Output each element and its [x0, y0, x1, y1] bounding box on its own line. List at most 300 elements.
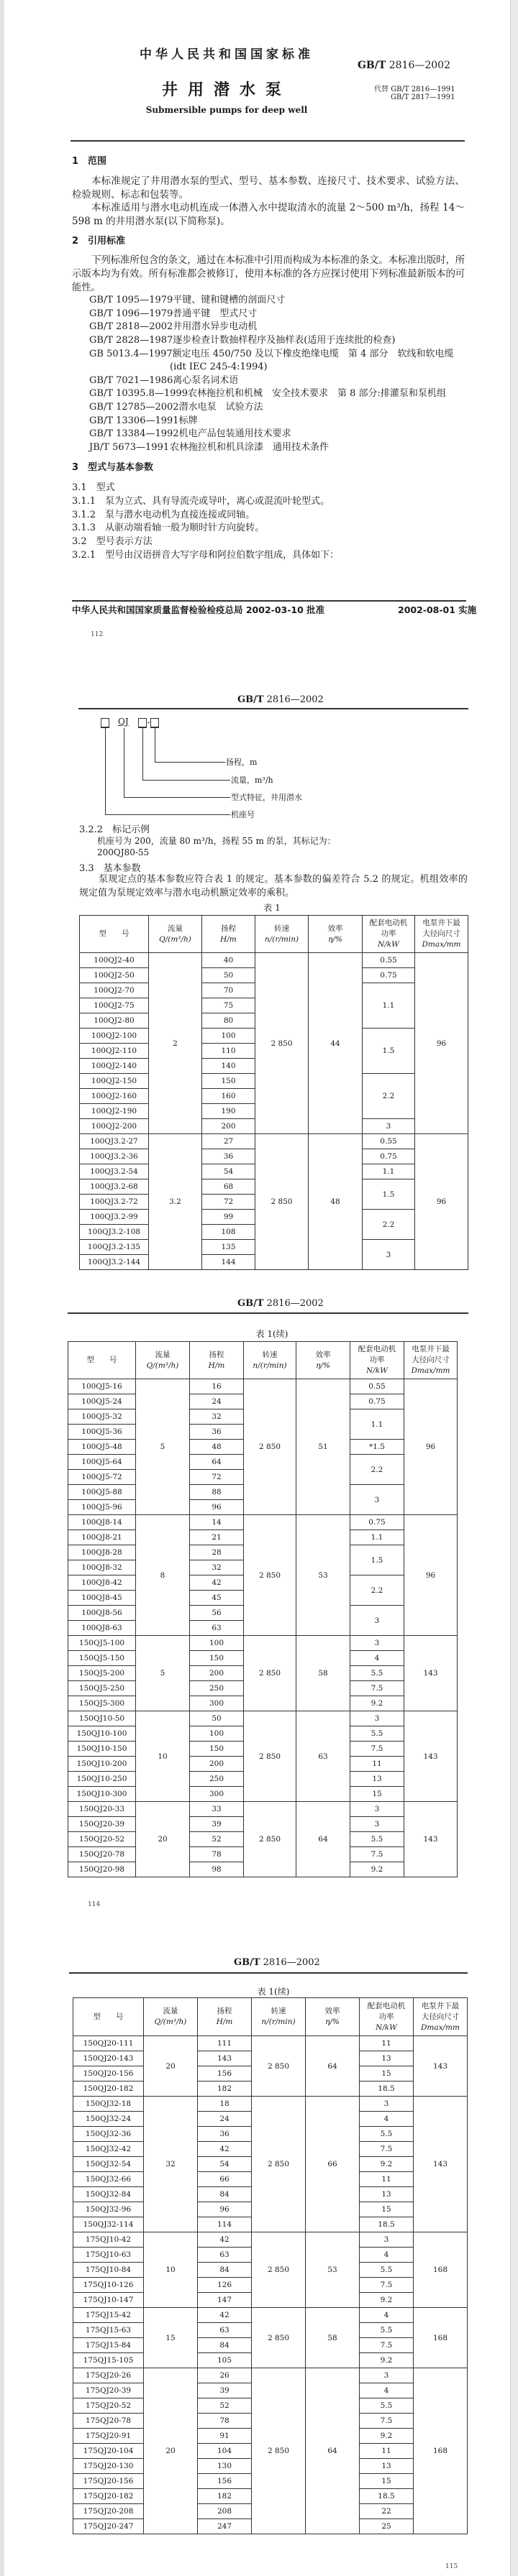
- replaces-label: 代替: [374, 86, 388, 93]
- running-header: [234, 1957, 320, 1968]
- model-cell: 150QJ20-143: [73, 2051, 144, 2066]
- model-cell: 150QJ20-111: [73, 2036, 144, 2051]
- motor-power-cell: 0.55: [350, 1379, 404, 1394]
- head-cell: 100: [190, 1636, 244, 1651]
- head-cell: 72: [202, 1195, 255, 1210]
- motor-power-cell: 13: [360, 2051, 414, 2066]
- speed-cell: 2 850: [244, 1711, 296, 1802]
- efficiency-cell: 58: [306, 2308, 360, 2368]
- head-cell: 39: [190, 1817, 244, 1832]
- motor-power-cell: 4: [350, 1651, 404, 1666]
- clause-3-3-body: [79, 873, 468, 900]
- reference-item: [89, 415, 465, 428]
- model-cell: 100QJ2-200: [80, 1119, 149, 1134]
- running-header: [237, 1298, 324, 1309]
- head-cell: 21: [190, 1530, 244, 1545]
- col-header-max-diameter: 电泵井下最 大径向尺寸 Dmax/mm: [404, 1342, 458, 1379]
- paragraph: 泵规定点的基本参数应符合表 1 的规定。基本参数的偏差符合 5.2 的规定。机组效率的规定值为泵规定效率与潜水电动机额定效率的乘积。: [79, 874, 468, 898]
- model-cell: 150QJ32-96: [73, 2202, 144, 2217]
- model-cell: 100QJ3.2-68: [80, 1179, 149, 1195]
- speed-cell: 2 850: [255, 1134, 309, 1270]
- model-cell: 175QJ20-208: [73, 2504, 144, 2519]
- head-cell: 33: [190, 1802, 244, 1817]
- motor-power-cell: 9.2: [350, 1862, 404, 1877]
- viewer-margin-left: [0, 0, 4, 2576]
- ref-code: GB/T 10395.8—1999: [89, 388, 188, 400]
- model-cell: 150QJ32-36: [73, 2127, 144, 2142]
- head-cell: 50: [190, 1711, 244, 1726]
- head-cell: 247: [198, 2519, 252, 2534]
- head-cell: 300: [190, 1696, 244, 1711]
- head-cell: 36: [190, 1425, 244, 1440]
- motor-power-cell: 9.2: [360, 2353, 414, 2368]
- reference-item: [89, 294, 465, 308]
- model-cell: 100QJ2-75: [80, 998, 149, 1013]
- col-header-head: 扬程 H/m: [198, 1998, 252, 2036]
- model-cell: 100QJ2-100: [80, 1029, 149, 1044]
- max-diameter-cell: 143: [414, 2097, 468, 2232]
- motor-power-cell: 18.5: [360, 2489, 414, 2504]
- max-diameter-cell: 143: [404, 1711, 458, 1802]
- clause-line: 3.2.1 型号由汉语拼音大写字母和阿拉伯数字组成，具体如下：: [72, 549, 340, 561]
- head-cell: 40: [202, 953, 255, 968]
- model-cell: 150QJ20-182: [73, 2082, 144, 2097]
- header-number: 2816—2002: [266, 1298, 324, 1309]
- efficiency-cell: 64: [296, 1802, 350, 1877]
- document-title-cn: 井用潜水泵: [161, 81, 291, 99]
- table-caption: 表 1: [263, 903, 281, 913]
- head-cell: 42: [190, 1576, 244, 1591]
- ref-title: 机电产品包装通用技术要求: [178, 428, 291, 440]
- flow-cell: 20: [144, 2368, 198, 2534]
- speed-cell: 2 850: [252, 2232, 306, 2308]
- model-cell: 175QJ10-126: [73, 2278, 144, 2293]
- motor-power-cell: 3: [360, 2097, 414, 2112]
- motor-power-cell: 9.2: [360, 2429, 414, 2444]
- efficiency-cell: 51: [296, 1379, 350, 1515]
- ref-code: GB/T 2828—1987: [89, 334, 173, 346]
- reference-item: [89, 428, 465, 441]
- max-diameter-cell: 96: [404, 1515, 458, 1636]
- motor-power-cell: 5.5: [360, 2127, 414, 2142]
- model-cell: 175QJ15-42: [73, 2308, 144, 2323]
- hyphen: [147, 722, 150, 723]
- clause-line: 3.1.2 泵与潜水电动机为直接连接或同轴。: [72, 509, 255, 520]
- header-prefix: GB/T: [237, 1298, 264, 1309]
- motor-power-cell: 13: [360, 2459, 414, 2474]
- model-cell: 175QJ20-91: [73, 2429, 144, 2444]
- col-header-model: 型 号: [80, 916, 149, 953]
- motor-power-cell: 2.2: [363, 1210, 415, 1240]
- model-cell: 150QJ10-300: [68, 1787, 136, 1802]
- model-cell: 100QJ8-14: [68, 1515, 136, 1530]
- head-cell: 48: [190, 1440, 244, 1455]
- head-box: [150, 718, 159, 728]
- motor-power-cell: 18.5: [360, 2082, 414, 2097]
- head-cell: 208: [198, 2504, 252, 2519]
- model-cell: 100QJ8-42: [68, 1576, 136, 1591]
- motor-power-cell: 4: [360, 2308, 414, 2323]
- motor-power-cell: 1.1: [363, 983, 415, 1029]
- model-cell: 100QJ5-72: [68, 1470, 136, 1485]
- table-caption: 表 1(续): [257, 1987, 290, 1997]
- table-row: [73, 2097, 468, 2112]
- head-cell: 156: [198, 2066, 252, 2082]
- speed-cell: 2 850: [252, 2308, 306, 2368]
- motor-power-cell: 4: [360, 2112, 414, 2127]
- model-cell: 175QJ20-156: [73, 2474, 144, 2489]
- motor-power-cell: 13: [350, 1772, 404, 1787]
- head-cell: 150: [190, 1742, 244, 1757]
- model-cell: 150QJ20-39: [68, 1817, 136, 1832]
- model-cell: 100QJ5-96: [68, 1500, 136, 1515]
- head-cell: 84: [198, 2187, 252, 2202]
- header-prefix: GB/T: [234, 1957, 260, 1968]
- motor-power-cell: 9.2: [360, 2293, 414, 2308]
- table-row: [80, 953, 468, 968]
- model-cell: 100QJ2-140: [80, 1059, 149, 1074]
- ref-code: GB/T 13306—1991: [89, 415, 179, 426]
- header-rule: [68, 1312, 468, 1314]
- head-cell: 156: [198, 2474, 252, 2489]
- section-2-body: [72, 254, 465, 294]
- table-row: [68, 1379, 458, 1394]
- parameter-table-continued: [68, 1341, 458, 1877]
- head-cell: 104: [198, 2444, 252, 2459]
- col-header-flow: 流量 Q/(m³/h): [149, 916, 202, 953]
- model-cell: 175QJ10-63: [73, 2248, 144, 2263]
- motor-power-cell: 0.75: [363, 1149, 415, 1164]
- max-diameter-cell: 143: [404, 1802, 458, 1877]
- model-cell: 150QJ20-156: [73, 2066, 144, 2082]
- head-cell: 42: [198, 2232, 252, 2248]
- section-2-heading: 2 引用标准: [72, 236, 126, 247]
- model-cell: 100QJ8-32: [68, 1560, 136, 1576]
- model-cell: 100QJ3.2-108: [80, 1225, 149, 1240]
- head-cell: 126: [198, 2278, 252, 2293]
- col-header-efficiency: 效率 η/%: [306, 1998, 360, 2036]
- model-cell: 100QJ2-40: [80, 953, 149, 968]
- efficiency-cell: 58: [296, 1636, 350, 1711]
- motor-power-cell: 7.5: [360, 2142, 414, 2157]
- model-cell: 175QJ20-26: [73, 2368, 144, 2383]
- motor-power-cell: 3: [350, 1802, 404, 1817]
- col-header-head: 扬程 H/m: [202, 916, 255, 953]
- motor-power-cell: 3: [350, 1817, 404, 1832]
- model-cell: 175QJ15-105: [73, 2353, 144, 2368]
- model-cell: 100QJ3.2-99: [80, 1210, 149, 1225]
- max-diameter-cell: 168: [414, 2368, 468, 2534]
- col-header-motor-power: 配套电动机 功率 N/kW: [350, 1342, 404, 1379]
- model-cell: 175QJ15-63: [73, 2323, 144, 2338]
- flow-cell: 10: [144, 2232, 198, 2308]
- connector-line: [142, 728, 143, 780]
- running-header: [237, 694, 324, 705]
- parameter-table: [79, 915, 468, 1270]
- model-cell: 100QJ3.2-135: [80, 1240, 149, 1255]
- header-number: 2816—2002: [266, 694, 324, 705]
- motor-power-cell: 7.5: [350, 1847, 404, 1862]
- motor-power-cell: 11: [360, 2036, 414, 2051]
- model-cell: 150QJ32-54: [73, 2157, 144, 2172]
- head-cell: 200: [202, 1119, 255, 1134]
- motor-power-cell: 0.55: [363, 1134, 415, 1149]
- efficiency-cell: 64: [306, 2368, 360, 2534]
- approval-line: 中华人民共和国国家质量监督检验检疫总局 2002-03-10 批准: [72, 604, 325, 615]
- flow-cell: 20: [136, 1802, 190, 1877]
- motor-power-cell: 1.5: [363, 1179, 415, 1210]
- motor-power-cell: 3: [350, 1485, 404, 1515]
- table-header-row: [68, 1342, 458, 1379]
- motor-power-cell: 9.2: [350, 1696, 404, 1711]
- table-caption: 表 1(续): [255, 1329, 288, 1339]
- col-header-flow: 流量 Q/(m³/h): [136, 1342, 190, 1379]
- efficiency-cell: 64: [306, 2036, 360, 2097]
- motor-power-cell: 5.5: [360, 2263, 414, 2278]
- head-cell: 96: [190, 1500, 244, 1515]
- replaced-standard: GB/T 2817—1991: [391, 93, 455, 101]
- model-cell: 100QJ2-160: [80, 1089, 149, 1104]
- model-cell: 150QJ10-100: [68, 1726, 136, 1742]
- model-cell: 100QJ2-70: [80, 983, 149, 998]
- head-cell: 66: [198, 2172, 252, 2187]
- motor-power-cell: 0.55: [363, 953, 415, 968]
- model-cell: 150QJ5-200: [68, 1666, 136, 1681]
- max-diameter-cell: 96: [404, 1379, 458, 1515]
- model-cell: 150QJ5-250: [68, 1681, 136, 1696]
- col-header-motor-power: 配套电动机 功率 N/kW: [363, 916, 415, 953]
- replaces-block: [374, 86, 455, 101]
- model-cell: 150QJ10-250: [68, 1772, 136, 1787]
- col-header-motor-power: 配套电动机 功率 N/kW: [360, 1998, 414, 2036]
- motor-power-cell: 7.5: [350, 1742, 404, 1757]
- motor-power-cell: 15: [360, 2474, 414, 2489]
- motor-power-cell: 1.5: [350, 1545, 404, 1576]
- flow-cell: 20: [144, 2036, 198, 2097]
- motor-power-cell: 11: [350, 1757, 404, 1772]
- table-row: [73, 2036, 468, 2051]
- table-header-row: [73, 1998, 468, 2036]
- motor-power-cell: *1.5: [350, 1440, 404, 1455]
- connector-line: [105, 814, 230, 815]
- section-3-heading: 3 型式与基本参数: [72, 462, 154, 474]
- head-cell: 36: [198, 2127, 252, 2142]
- head-cell: 14: [190, 1515, 244, 1530]
- col-header-speed: 转速 n/(r/min): [244, 1342, 296, 1379]
- motor-power-cell: 5.5: [350, 1832, 404, 1847]
- flow-cell: 32: [144, 2097, 198, 2232]
- model-cell: 100QJ3.2-72: [80, 1195, 149, 1210]
- model-cell: 175QJ10-147: [73, 2293, 144, 2308]
- speed-cell: 2 850: [252, 2368, 306, 2534]
- head-cell: 200: [190, 1757, 244, 1772]
- speed-cell: 2 850: [244, 1636, 296, 1711]
- issuing-org-title: 中华人民共和国国家标准: [140, 47, 314, 62]
- motor-power-cell: 9.2: [360, 2157, 414, 2172]
- head-cell: 96: [198, 2202, 252, 2217]
- col-header-speed: 转速 n/(r/min): [252, 1998, 306, 2036]
- ref-title: 额定电压 450/750 及以下橡皮绝缘电缆 第 4 部分 软线和软电缆: [172, 348, 454, 359]
- model-cell: 100QJ3.2-54: [80, 1164, 149, 1179]
- motor-power-cell: 4: [360, 2383, 414, 2398]
- page-number: 114: [88, 1901, 101, 1908]
- ref-code: GB 5013.4—1997: [89, 348, 173, 359]
- model-cell: 100QJ2-110: [80, 1044, 149, 1059]
- page-number: 112: [91, 631, 104, 638]
- connector-line: [155, 762, 225, 763]
- clause-3-2-2-heading: 3.2.2 标记示例: [79, 824, 150, 835]
- model-cell: 100QJ8-21: [68, 1530, 136, 1545]
- ref-title: 标牌: [178, 415, 198, 426]
- head-cell: 42: [198, 2308, 252, 2323]
- table-row: [68, 1802, 458, 1817]
- speed-cell: 2 850: [252, 2097, 306, 2232]
- speed-cell: 2 850: [244, 1515, 296, 1636]
- ref-code: JB/T 5673—1991: [89, 441, 170, 453]
- head-cell: 24: [198, 2112, 252, 2127]
- reference-list: [89, 294, 465, 454]
- clause-3-3-heading: 3.3 基本参数: [79, 863, 141, 874]
- motor-power-cell: 5.5: [360, 2323, 414, 2338]
- model-cell: 150QJ10-150: [68, 1742, 136, 1757]
- motor-power-cell: 0.75: [363, 968, 415, 983]
- model-cell: 150QJ5-150: [68, 1651, 136, 1666]
- model-cell: 150QJ20-98: [68, 1862, 136, 1877]
- ref-title: 井用潜水异步电动机: [173, 321, 258, 333]
- head-cell: 150: [202, 1074, 255, 1089]
- model-cell: 100QJ8-45: [68, 1591, 136, 1606]
- ref-title: 潜水电泵 试验方法: [178, 401, 263, 413]
- model-cell: 150QJ32-24: [73, 2112, 144, 2127]
- table-row: [68, 1636, 458, 1651]
- motor-power-cell: 3: [350, 1606, 404, 1636]
- head-cell: 250: [190, 1681, 244, 1696]
- ref-code: GB/T 1096—1979: [89, 308, 173, 319]
- type-code: QJ: [118, 717, 129, 727]
- model-cell: 175QJ15-84: [73, 2338, 144, 2353]
- standard-number: [338, 60, 450, 71]
- model-cell: 100QJ2-80: [80, 1013, 149, 1029]
- section-1-heading: 1 范围: [72, 156, 107, 167]
- paragraph: 下列标准所包含的条文，通过在本标准中引用而构成为本标准的条文。本标准出版时，所示版本均为有效。所有标准都会被修订，使用本标准的各方应探讨使用下列标准最新版本的可能性。: [72, 254, 465, 293]
- head-cell: 52: [190, 1832, 244, 1847]
- connector-line: [124, 797, 230, 798]
- motor-power-cell: 7.5: [360, 2338, 414, 2353]
- head-cell: 50: [202, 968, 255, 983]
- flow-cell: 2: [149, 953, 202, 1134]
- model-cell: 175QJ20-52: [73, 2398, 144, 2414]
- head-cell: 27: [202, 1134, 255, 1149]
- motor-power-cell: 7.5: [350, 1681, 404, 1696]
- efficiency-cell: 44: [309, 953, 363, 1134]
- title-rule: [71, 140, 465, 142]
- table-row: [73, 2368, 468, 2383]
- reference-item: [89, 308, 465, 321]
- head-cell: 78: [198, 2414, 252, 2429]
- paragraph: 本标准适用与潜水电动机连成一体潜入水中提取清水的流量 2～500 m³/h，扬程 14～598 m 的井用潜水泵(以下简称泵)。: [72, 202, 465, 227]
- head-cell: 56: [190, 1606, 244, 1621]
- max-diameter-cell: 143: [414, 2036, 468, 2097]
- motor-power-cell: 5.5: [350, 1726, 404, 1742]
- efficiency-cell: 53: [306, 2232, 360, 2308]
- head-cell: 200: [190, 1666, 244, 1681]
- motor-power-cell: 22: [360, 2504, 414, 2519]
- base-number-box: [101, 718, 109, 728]
- max-diameter-cell: 168: [414, 2232, 468, 2308]
- model-cell: 100QJ2-150: [80, 1074, 149, 1089]
- head-cell: 130: [198, 2459, 252, 2474]
- head-cell: 143: [198, 2051, 252, 2066]
- model-cell: 100QJ5-36: [68, 1425, 136, 1440]
- connector-line: [142, 780, 230, 781]
- motor-power-cell: 0.75: [350, 1515, 404, 1530]
- reference-item: [89, 361, 465, 374]
- model-cell: 100QJ3.2-36: [80, 1149, 149, 1164]
- head-cell: 72: [190, 1470, 244, 1485]
- head-cell: 144: [202, 1255, 255, 1270]
- motor-power-cell: 3: [360, 2232, 414, 2248]
- head-cell: 135: [202, 1240, 255, 1255]
- head-cell: 18: [198, 2097, 252, 2112]
- ref-code: GB/T 7021—1986: [89, 374, 173, 386]
- head-cell: 111: [198, 2036, 252, 2051]
- head-cell: 91: [198, 2429, 252, 2444]
- head-cell: 39: [198, 2383, 252, 2398]
- table-row: [73, 2308, 468, 2323]
- col-header-max-diameter: 电泵井下最 大径向尺寸 Dmax/mm: [415, 916, 468, 953]
- header-rule: [78, 708, 468, 709]
- head-cell: 150: [190, 1651, 244, 1666]
- model-cell: 175QJ20-78: [73, 2414, 144, 2429]
- motor-power-cell: 18.5: [360, 2217, 414, 2232]
- motor-power-cell: 1.1: [363, 1164, 415, 1179]
- head-cell: 80: [202, 1013, 255, 1029]
- motor-power-cell: 15: [360, 2202, 414, 2217]
- motor-power-cell: 7.5: [360, 2414, 414, 2429]
- col-header-flow: 流量 Q/(m³/h): [144, 1998, 198, 2036]
- ref-code: GB/T 2818—2002: [89, 321, 173, 333]
- reference-item: [89, 348, 465, 362]
- model-cell: 175QJ20-104: [73, 2444, 144, 2459]
- head-cell: 84: [198, 2263, 252, 2278]
- model-cell: 150QJ32-84: [73, 2187, 144, 2202]
- max-diameter-cell: 168: [414, 2308, 468, 2368]
- head-cell: 45: [190, 1591, 244, 1606]
- replaced-standard: GB/T 2816—1991: [391, 86, 455, 93]
- motor-power-cell: 0.75: [350, 1394, 404, 1409]
- speed-cell: 2 850: [244, 1379, 296, 1515]
- model-cell: 150QJ20-52: [68, 1832, 136, 1847]
- page-number: 115: [445, 2563, 458, 2570]
- reference-item: [89, 374, 465, 388]
- head-cell: 42: [198, 2142, 252, 2157]
- model-cell: 100QJ2-190: [80, 1104, 149, 1119]
- model-cell: 100QJ5-24: [68, 1394, 136, 1409]
- model-cell: 100QJ2-50: [80, 968, 149, 983]
- label-type: 型式特征，井用潜水: [231, 793, 302, 802]
- model-cell: 100QJ8-63: [68, 1621, 136, 1636]
- model-cell: 175QJ10-84: [73, 2263, 144, 2278]
- header-rule: [69, 1972, 468, 1974]
- viewer-scrollbar[interactable]: [510, 0, 518, 2576]
- std-prefix: GB/T: [357, 60, 386, 71]
- speed-cell: 2 850: [255, 953, 309, 1134]
- efficiency-cell: 66: [306, 2097, 360, 2232]
- ref-title: 平键、键和键槽的剖面尺寸: [173, 295, 286, 306]
- head-cell: 147: [198, 2293, 252, 2308]
- motor-power-cell: 3: [363, 1240, 415, 1270]
- model-cell: 175QJ10-42: [73, 2232, 144, 2248]
